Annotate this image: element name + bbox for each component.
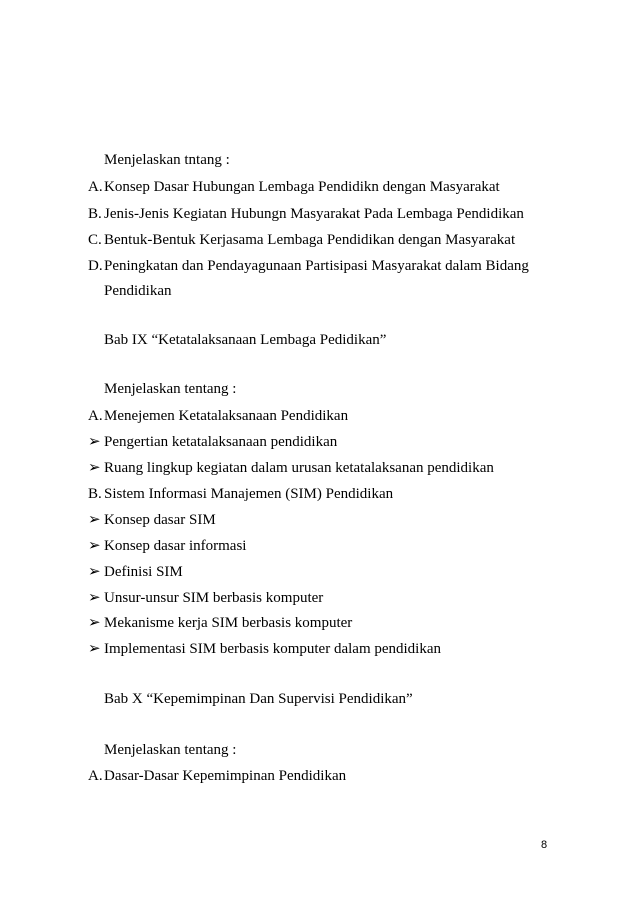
list-item-a xyxy=(88,407,348,425)
line-text: Implementasi SIM berbasis komputer dalam pendidikan xyxy=(104,641,442,657)
bullet-item xyxy=(88,511,216,529)
line-text: Menjelaskan tentang : xyxy=(104,742,237,758)
line-text: Ruang lingkup kegiatan dalam urusan ketatalaksanan pendidikan xyxy=(104,460,494,476)
bullet-item xyxy=(88,640,441,658)
chapter-heading-x xyxy=(88,690,413,708)
list-item-b xyxy=(88,205,524,223)
arrow-bullet-icon: ➢ xyxy=(88,590,101,606)
list-item-c xyxy=(88,231,515,249)
bullet-item xyxy=(88,589,323,607)
line-marker: A. xyxy=(88,768,103,784)
line-text: Sistem Informasi Manajemen (SIM) Pendidikan xyxy=(104,486,394,502)
list-item-a xyxy=(88,767,346,785)
bullet-item xyxy=(88,614,352,632)
line-marker: D. xyxy=(88,258,103,274)
text-line-continuation xyxy=(88,282,172,300)
line-text: Bab X “Kepemimpinan Dan Supervisi Pendidikan” xyxy=(104,691,413,707)
text-line xyxy=(88,151,230,169)
line-text: Konsep dasar informasi xyxy=(104,538,247,554)
arrow-bullet-icon: ➢ xyxy=(88,460,101,476)
line-marker: A. xyxy=(88,408,103,424)
text-line xyxy=(88,741,236,759)
line-text: Dasar-Dasar Kepemimpinan Pendidikan xyxy=(104,768,347,784)
line-text: Menejemen Ketatalaksanaan Pendidikan xyxy=(104,408,349,424)
line-text: Pendidikan xyxy=(104,283,172,299)
arrow-bullet-icon: ➢ xyxy=(88,615,101,631)
line-text: Menjelaskan tntang : xyxy=(104,152,230,168)
line-marker: B. xyxy=(88,206,102,222)
list-item-d xyxy=(88,257,529,275)
list-item-b xyxy=(88,485,393,503)
line-text: Pengertian ketatalaksanaan pendidikan xyxy=(104,434,338,450)
chapter-heading-ix xyxy=(88,331,386,349)
bullet-item xyxy=(88,563,183,581)
line-text: Jenis-Jenis Kegiatan Hubungn Masyarakat Pada Lembaga Pendidikan xyxy=(104,206,524,222)
line-text: Mekanisme kerja SIM berbasis komputer xyxy=(104,615,353,631)
line-text: Definisi SIM xyxy=(104,564,183,580)
arrow-bullet-icon: ➢ xyxy=(88,538,101,554)
arrow-bullet-icon: ➢ xyxy=(88,641,101,657)
line-text: Bab IX “Ketatalaksanaan Lembaga Pedidikan” xyxy=(104,332,387,348)
line-text: Unsur-unsur SIM berbasis komputer xyxy=(104,590,324,606)
line-marker: C. xyxy=(88,232,102,248)
page-number: 8 xyxy=(541,839,548,851)
list-item-a xyxy=(88,178,500,196)
line-marker: A. xyxy=(88,179,103,195)
line-text: Menjelaskan tentang : xyxy=(104,381,237,397)
bullet-item xyxy=(88,537,246,555)
bullet-item xyxy=(88,459,494,477)
line-text: Bentuk-Bentuk Kerjasama Lembaga Pendidikan dengan Masyarakat xyxy=(104,232,516,248)
line-text: Konsep dasar SIM xyxy=(104,512,216,528)
line-marker: B. xyxy=(88,486,102,502)
bullet-item xyxy=(88,433,337,451)
arrow-bullet-icon: ➢ xyxy=(88,434,101,450)
text-line xyxy=(88,380,236,398)
arrow-bullet-icon: ➢ xyxy=(88,564,101,580)
line-text: Konsep Dasar Hubungan Lembaga Pendidikn dengan Masyarakat xyxy=(104,179,500,195)
line-text: Peningkatan dan Pendayagunaan Partisipasi Masyarakat dalam Bidang xyxy=(104,258,529,274)
arrow-bullet-icon: ➢ xyxy=(88,512,101,528)
